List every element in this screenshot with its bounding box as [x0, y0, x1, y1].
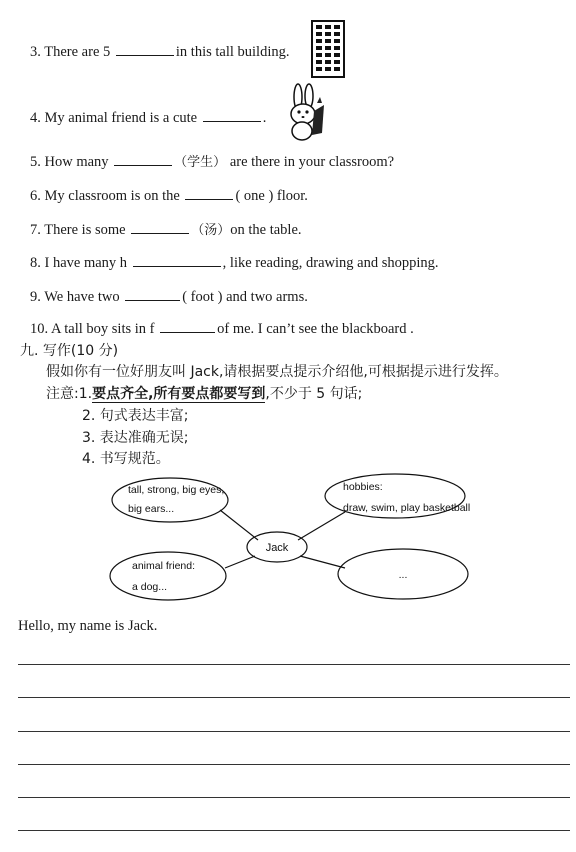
mind-map-text: big ears...	[128, 503, 175, 515]
mind-map-text: hobbies:	[343, 481, 383, 493]
writing-line[interactable]	[18, 764, 570, 765]
answer-blank[interactable]	[125, 286, 180, 301]
question-number: 4.	[30, 110, 41, 126]
question-text-before: We have two	[44, 289, 120, 305]
writing-instructions: 假如你有一位好朋友叫 Jack,请根据要点提示介绍他,可根据提示进行发挥。	[46, 364, 508, 380]
question-10	[30, 318, 414, 338]
question-text-after: on the table.	[230, 222, 302, 238]
writing-line[interactable]	[18, 830, 570, 831]
connector-line	[300, 556, 345, 568]
question-text-after: in this tall building.	[175, 44, 290, 60]
writing-line[interactable]	[18, 697, 570, 698]
answer-blank[interactable]	[185, 185, 233, 200]
note-label: 注意:	[46, 386, 79, 402]
question-text-after: of me. I can’t see the blackboard .	[217, 321, 414, 337]
question-text-before: There is some	[44, 222, 126, 238]
writing-line[interactable]	[18, 797, 570, 798]
connector-line	[298, 512, 345, 540]
writing-line[interactable]	[18, 664, 570, 665]
question-number: 6.	[30, 188, 41, 204]
question-text-before: My classroom is on the	[44, 188, 180, 204]
question-hint: （学生）	[174, 155, 227, 170]
question-7	[30, 219, 302, 240]
question-text-after: floor.	[276, 188, 308, 204]
question-4	[30, 107, 266, 127]
question-text-before: I have many h	[44, 255, 128, 271]
note-emphasis: 要点齐全,所有要点都要写到	[92, 386, 266, 402]
question-8	[30, 252, 439, 272]
question-5	[30, 151, 394, 172]
note-text: ,不少于 5 句话;	[265, 386, 363, 402]
mind-map	[0, 470, 576, 610]
answer-blank[interactable]	[133, 252, 221, 267]
question-text-after: and two arms.	[226, 289, 308, 305]
connector-line	[220, 510, 258, 540]
mind-map-text: a dog...	[132, 581, 168, 593]
question-6	[30, 185, 308, 205]
answer-blank[interactable]	[114, 151, 172, 166]
writing-start-sentence: Hello, my name is Jack.	[18, 618, 158, 634]
question-text-before: There are 5	[44, 44, 111, 60]
question-number: 10.	[30, 321, 49, 337]
rabbit-icon	[284, 83, 328, 143]
mind-map-text: tall, strong, big eyes,	[128, 484, 225, 496]
question-number: 7.	[30, 222, 41, 238]
note-item-3: 3. 表达准确无误;	[82, 430, 189, 446]
answer-blank[interactable]	[203, 107, 261, 122]
answer-blank[interactable]	[160, 318, 215, 333]
question-9	[30, 286, 308, 306]
question-hint: ( foot )	[182, 289, 223, 305]
tall-building-icon	[311, 20, 345, 78]
mind-map-text: ...	[398, 569, 408, 581]
answer-blank[interactable]	[131, 219, 189, 234]
answer-blank[interactable]	[116, 41, 174, 56]
question-3	[30, 41, 289, 61]
note-item-4: 4. 书写规范。	[82, 451, 170, 467]
writing-line[interactable]	[18, 731, 570, 732]
mind-map-text: animal friend:	[132, 560, 196, 572]
question-text-before: A tall boy sits in f	[50, 321, 155, 337]
mind-map-text: draw, swim, play basketball	[343, 502, 471, 514]
question-text-before: How many	[44, 154, 109, 170]
note-item-1	[46, 383, 362, 403]
question-text-before: My animal friend is a cute	[44, 110, 198, 126]
question-text-after: .	[262, 110, 267, 126]
note-number: 1.	[78, 386, 93, 402]
mind-map-center-label: Jack	[265, 542, 289, 554]
question-number: 9.	[30, 289, 41, 305]
question-number: 3.	[30, 44, 41, 60]
note-item-2: 2. 句式表达丰富;	[82, 408, 189, 424]
question-hint: ( one )	[235, 188, 274, 204]
writing-section-heading: 九. 写作(10 分)	[20, 343, 119, 359]
question-hint: （汤）	[191, 223, 231, 238]
question-number: 5.	[30, 154, 41, 170]
question-text-after: , like reading, drawing and shopping.	[222, 255, 439, 271]
connector-line	[225, 556, 255, 568]
question-text-after: are there in your classroom?	[229, 154, 395, 170]
question-number: 8.	[30, 255, 41, 271]
